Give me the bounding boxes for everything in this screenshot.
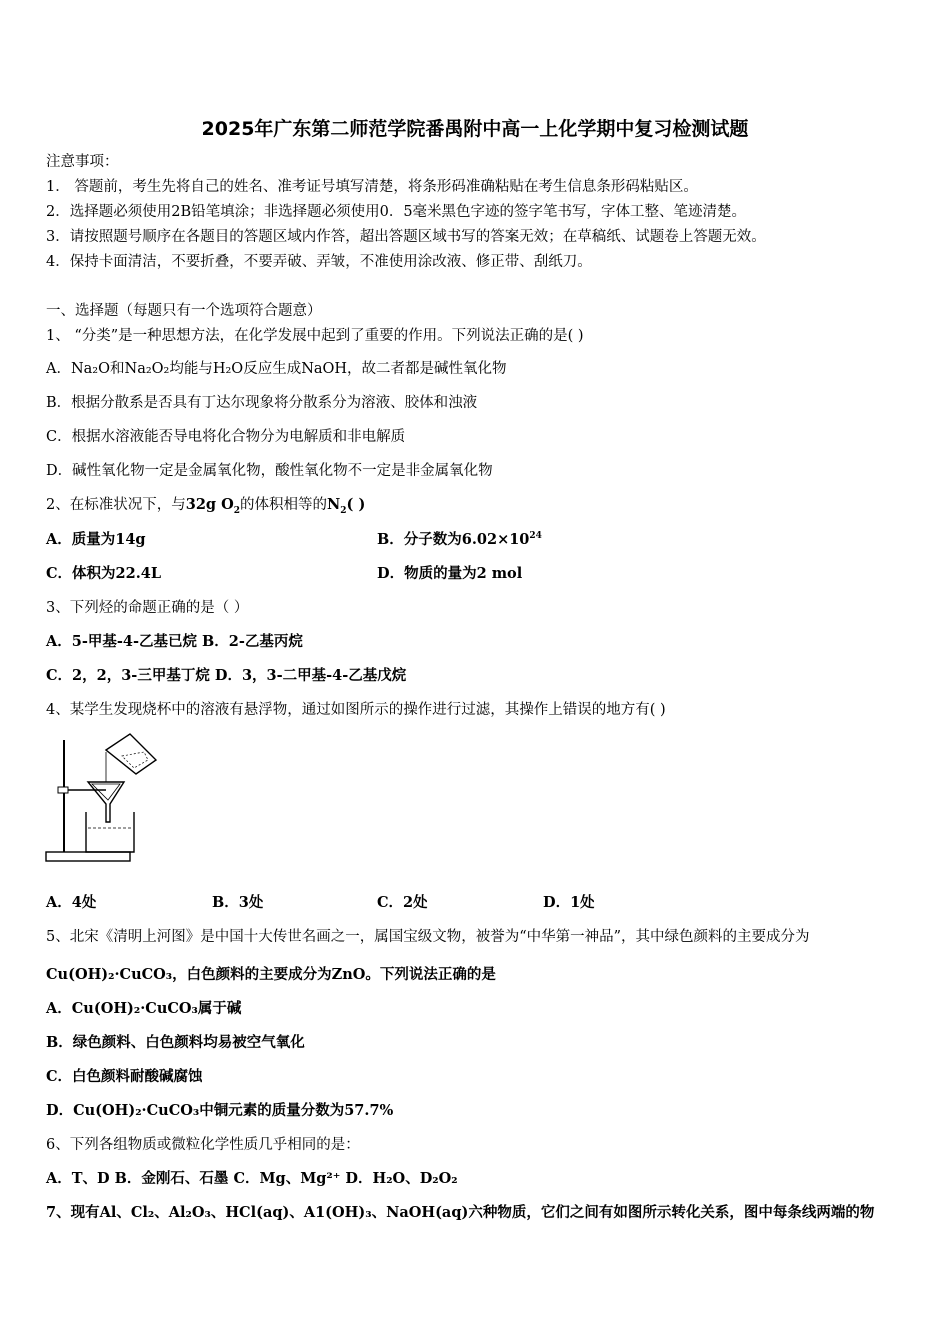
question-2-n2: N [327, 496, 341, 513]
notice-item-3: 3．请按照题号顺序在各题目的答题区域内作答，超出答题区域书写的答案无效；在草稿纸、试题卷上答题无效。 [46, 229, 766, 245]
question-2-option-c: C．体积为22.4L [46, 565, 162, 582]
page-title: 2025年广东第二师范学院番禺附中高一上化学期中复习检测试题 [201, 118, 749, 140]
question-2-mass-o2: 32g O [185, 496, 234, 513]
question-1-option-b: B．根据分散系是否具有丁达尔现象将分散系分为溶液、胶体和浊液 [46, 395, 478, 411]
filtration-apparatus-figure [44, 730, 164, 866]
question-4-option-a: A．4处 [46, 894, 97, 911]
funnel [88, 782, 124, 822]
clamp-knob [58, 787, 68, 793]
question-5-option-a: A．Cu(OH)₂·CuCO₃属于碱 [46, 1000, 242, 1017]
question-1-option-c: C．根据水溶液能否导电将化合物分为电解质和非电解质 [46, 429, 406, 445]
question-5-stem-line1: 5、北宋《清明上河图》是中国十大传世名画之一，属国宝级文物，被誉为“中华第一神品”，其中绿色颜料的主要成分为 [46, 929, 810, 945]
question-6-options: A．T、D B．金刚石、石墨 C．Mg、Mg²⁺ D．H₂O、D₂O₂ [46, 1170, 458, 1187]
question-5-option-b: B．绿色颜料、白色颜料均易被空气氧化 [46, 1034, 305, 1051]
question-2-blank: ( ) [346, 496, 366, 513]
question-3-options-cd: C．2，2，3-三甲基丁烷 D．3，3-二甲基-4-乙基戊烷 [46, 667, 407, 684]
question-4-stem: 4、某学生发现烧杯中的溶液有悬浮物，通过如图所示的操作进行过滤，其操作上错误的地方有( ) [46, 702, 666, 718]
question-5-option-d: D．Cu(OH)₂·CuCO₃中铜元素的质量分数为57.7% [46, 1102, 394, 1119]
question-5-option-c: C．白色颜料耐酸碱腐蚀 [46, 1068, 203, 1085]
question-2-stem-mid: 的体积相等的 [240, 497, 327, 513]
notice-item-2: 2．选择题必须使用2B铅笔填涂；非选择题必须使用0．5毫米黑色字迹的签字笔书写，字体工整、笔迹清楚。 [46, 204, 747, 220]
notice-item-1: 1． 答题前，考生先将自己的姓名、准考证号填写清楚，将条形码准确粘贴在考生信息条形码粘贴区。 [46, 179, 698, 195]
question-2-option-a: A．质量为14g [46, 531, 146, 548]
question-4-option-b: B．3处 [212, 894, 264, 911]
notice-heading: 注意事项： [46, 154, 119, 170]
question-3-stem: 3、下列烃的命题正确的是（ ） [46, 600, 249, 616]
question-1-option-d: D．碱性氧化物一定是金属氧化物，酸性氧化物不一定是非金属氧化物 [46, 463, 493, 479]
question-2-option-b-text: B．分子数为6.02×10 [377, 531, 530, 548]
question-4-option-d: D．1处 [543, 894, 595, 911]
question-2-option-b-exponent: 24 [529, 531, 542, 542]
question-2-stem-text: 2、在标准状况下，与 [46, 497, 186, 513]
question-2-n2-subscript: 2 [340, 505, 347, 516]
section-heading: 一、选择题（每题只有一个选项符合题意） [46, 303, 322, 319]
stand-base [46, 852, 130, 861]
pouring-beaker [106, 734, 156, 774]
question-2-stem [46, 495, 365, 515]
question-2-option-d: D．物质的量为2 mol [377, 565, 523, 582]
question-2-option-b [377, 530, 542, 550]
question-6-stem: 6、下列各组物质或微粒化学性质几乎相同的是： [46, 1137, 360, 1153]
question-1-option-a: A．Na₂O和Na₂O₂均能与H₂O反应生成NaOH，故二者都是碱性氧化物 [46, 361, 507, 377]
question-2-o2-subscript: 2 [233, 505, 240, 516]
question-4-option-c: C．2处 [377, 894, 428, 911]
notice-item-4: 4．保持卡面清洁，不要折叠，不要弄破、弄皱，不准使用涂改液、修正带、刮纸刀。 [46, 254, 592, 270]
question-7-stem: 7、现有Al、Cl₂、Al₂O₃、HCl(aq)、A1(OH)₃、NaOH(aq)六种物质，它们之间有如图所示转化关系，图中每条线两端的物 [46, 1204, 875, 1221]
question-5-stem-line2: Cu(OH)₂·CuCO₃，白色颜料的主要成分为ZnO。下列说法正确的是 [46, 966, 496, 983]
question-1-stem: 1、 “分类”是一种思想方法，在化学发展中起到了重要的作用。下列说法正确的是( ) [46, 328, 584, 344]
question-3-options-ab: A．5-甲基-4-乙基已烷 B．2-乙基丙烷 [46, 633, 303, 650]
